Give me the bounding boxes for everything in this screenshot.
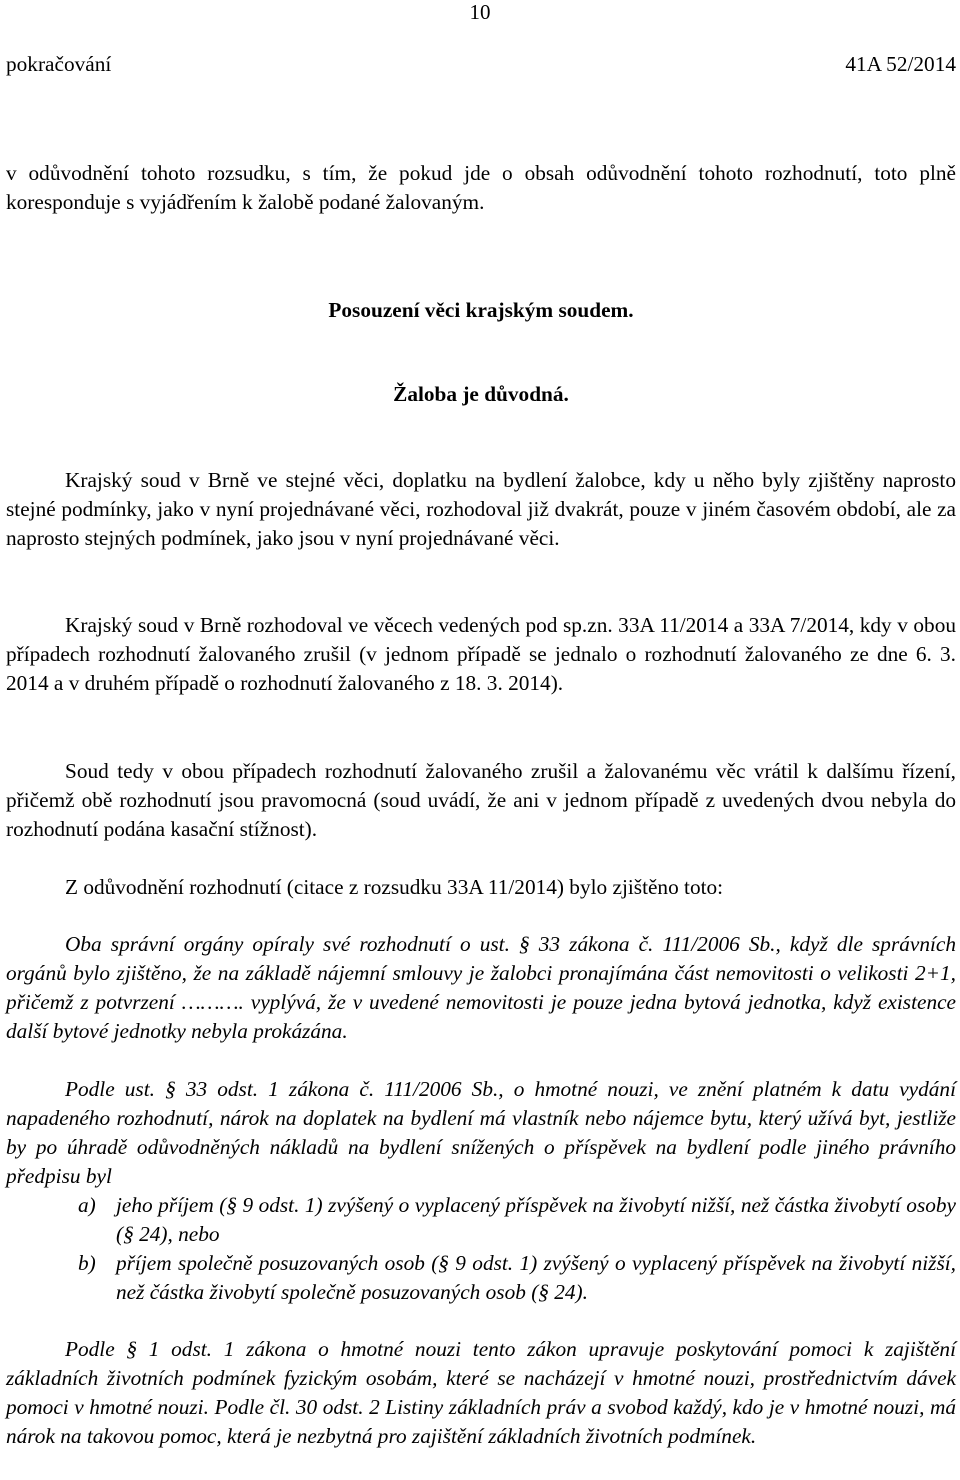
condition-list bbox=[6, 1191, 956, 1307]
paragraph-4-section bbox=[6, 873, 956, 902]
paragraph-4: Z odůvodnění rozhodnutí (citace z rozsudku 33A 11/2014) bylo zjištěno toto: bbox=[65, 875, 724, 899]
quote-paragraph-2: Podle ust. § 33 odst. 1 zákona č. 111/2006 Sb., o hmotné nouzi, ve znění platném k datu vydání napadeného rozhodnutí, nárok na doplatek na bydlení má vlastník nebo nájemce bytu, který užívá byt, jestliže by po úhradě odůvodněných nákladů na bydlení snížených o příspěvek na bydlení podle jiného právního předpisu byl bbox=[6, 1077, 956, 1188]
quote-1-section bbox=[6, 930, 956, 1046]
page-header bbox=[6, 52, 956, 80]
quote-2-section bbox=[6, 1075, 956, 1307]
header-continuation: pokračování bbox=[6, 52, 112, 76]
list-item-text: příjem společně posuzovaných osob (§ 9 odst. 1) zvýšený o vyplacený příspěvek na živobytí nižší, než částka živobytí společně posuzovaných osob (§ 24). bbox=[116, 1251, 956, 1304]
paragraph-1: Krajský soud v Brně ve stejné věci, doplatku na bydlení žalobce, kdy u něho byly zjištěny naprosto stejné podmínky, jako v nyní projednávané věci, rozhodoval již dvakrát, pouze v jiném časovém období, ale za naprosto stejných podmínek, jako jsou v nyní projednávané věci. bbox=[6, 468, 956, 550]
paragraph-2: Krajský soud v Brně rozhodoval ve věcech vedených pod sp.zn. 33A 11/2014 a 33A 7/2014, kdy v obou případech rozhodnutí žalovaného zrušil (v jednom případě se jednalo o rozhodnutí žalovaného ze dne 6. 3. 2014 a v druhém případě o rozhodnutí žalovaného z 18. 3. 2014). bbox=[6, 613, 956, 695]
list-marker: b) bbox=[78, 1251, 96, 1275]
list-item bbox=[6, 1191, 956, 1249]
intro-paragraph: v odůvodnění tohoto rozsudku, s tím, že pokud jde o obsah odůvodnění tohoto rozhodnutí, toto plně koresponduje s vyjádřením k žalobě podané žalovaným. bbox=[6, 161, 956, 214]
list-item bbox=[6, 1249, 956, 1307]
list-item-text: jeho příjem (§ 9 odst. 1) zvýšený o vyplacený příspěvek na živobytí nižší, než částka živobytí osoby (§ 24), nebo bbox=[116, 1193, 956, 1246]
paragraph-1-section bbox=[6, 466, 956, 553]
verdict-heading: Žaloba je důvodná. bbox=[393, 382, 569, 406]
list-marker: a) bbox=[78, 1193, 96, 1217]
case-number: 41A 52/2014 bbox=[845, 52, 956, 76]
quote-paragraph-3: Podle § 1 odst. 1 zákona o hmotné nouzi tento zákon upravuje poskytování pomoci k zajištění základních životních podmínek fyzickým osobám, které se nacházejí v hmotné nouzi, prostřednictvím dávek pomoci v hmotné nouzi. Podle čl. 30 odst. 2 Listiny základních práv a svobod každý, kdo je v hmotné nouzi, má nárok na takovou pomoc, která je nezbytná pro zajištění základních životních podmínek. bbox=[6, 1337, 956, 1448]
page-number: 10 bbox=[469, 0, 491, 24]
paragraph-2-section bbox=[6, 611, 956, 698]
heading-section bbox=[6, 296, 956, 325]
section-heading: Posouzení věci krajským soudem. bbox=[328, 298, 634, 322]
quote-3-section bbox=[6, 1335, 956, 1451]
intro-section bbox=[6, 159, 956, 217]
paragraph-3: Soud tedy v obou případech rozhodnutí žalovaného zrušil a žalovanému věc vrátil k dalšímu řízení, přičemž obě rozhodnutí jsou pravomocná (soud uvádí, že ani v jednom případě z uvedených dvou nebyla do rozhodnutí podána kasační stížnost). bbox=[6, 759, 956, 841]
verdict-section bbox=[6, 380, 956, 409]
paragraph-3-section bbox=[6, 757, 956, 844]
quote-paragraph-1: Oba správní orgány opíraly své rozhodnutí o ust. § 33 zákona č. 111/2006 Sb., když dle správních orgánů bylo zjištěno, že na základě nájemní smlouvy je žalobci pronajímána část nemovitosti o velikosti 2+1, přičemž z potvrzení ………. vyplývá, že v uvedené nemovitosti je pouze jedna bytová jednotka, když existence další bytové jednotky nebyla prokázána. bbox=[6, 932, 956, 1043]
